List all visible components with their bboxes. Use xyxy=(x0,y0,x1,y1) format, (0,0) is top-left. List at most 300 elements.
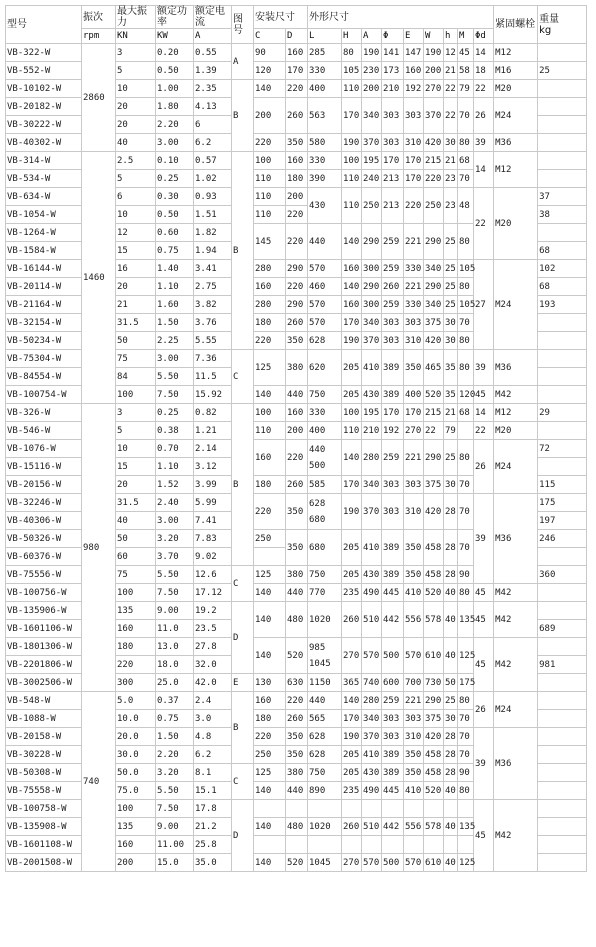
data-cell: 68 xyxy=(538,242,587,260)
data-cell xyxy=(538,386,587,404)
data-cell: 193 xyxy=(538,296,587,314)
data-cell: 45 xyxy=(474,800,494,872)
data-cell: 3.00 xyxy=(156,350,194,368)
data-cell: 520 xyxy=(286,638,308,674)
data-cell xyxy=(538,818,587,836)
data-cell: 260 xyxy=(286,476,308,494)
data-cell: 440 xyxy=(308,692,342,710)
data-cell xyxy=(424,836,444,854)
model-cell: VB-75558-W xyxy=(6,782,82,800)
col-header-current: 额定电流 xyxy=(194,6,232,29)
data-cell: 290 xyxy=(362,224,382,260)
model-cell: VB-552-W xyxy=(6,62,82,80)
spec-table-body xyxy=(6,6,587,872)
data-cell: 310 xyxy=(404,134,424,152)
data-cell: 290 xyxy=(424,440,444,476)
data-cell: 190 xyxy=(342,332,362,350)
data-cell: 22 xyxy=(424,422,444,440)
data-cell: 303 xyxy=(404,98,424,134)
data-cell: 445 xyxy=(382,584,404,602)
unit-dim: A xyxy=(362,29,382,44)
model-cell: VB-32246-W xyxy=(6,494,82,512)
data-cell: 40 xyxy=(444,584,458,602)
data-cell: 17.8 xyxy=(194,800,232,818)
data-cell: 389 xyxy=(382,530,404,566)
data-cell: 147 xyxy=(404,44,424,62)
data-cell: 330 xyxy=(404,296,424,314)
data-cell: 15 xyxy=(116,242,156,260)
weight-unit: kg xyxy=(539,24,552,36)
data-cell: 32.0 xyxy=(194,656,232,674)
data-cell: 250 xyxy=(424,188,444,224)
data-cell: 160 xyxy=(404,62,424,80)
data-cell: 3.41 xyxy=(194,260,232,278)
data-cell: 620 xyxy=(308,350,342,386)
data-cell xyxy=(458,422,474,440)
data-cell: 0.82 xyxy=(194,404,232,422)
data-cell: 5.50 xyxy=(156,368,194,386)
data-cell: 125 xyxy=(458,638,474,674)
data-cell: 220 xyxy=(286,206,308,224)
data-cell: 120 xyxy=(458,386,474,404)
data-cell: 1.80 xyxy=(156,98,194,116)
data-cell: 1020 xyxy=(308,818,342,836)
unit-dim: C xyxy=(254,29,286,44)
data-cell: 350 xyxy=(286,746,308,764)
model-cell: VB-548-W xyxy=(6,692,82,710)
data-cell xyxy=(538,98,587,116)
table-row xyxy=(6,44,587,62)
data-cell: 2.20 xyxy=(156,116,194,134)
data-cell: 7.50 xyxy=(156,800,194,818)
data-cell: 13.0 xyxy=(156,638,194,656)
spec-table xyxy=(5,5,587,872)
data-cell: 17.12 xyxy=(194,584,232,602)
data-cell: M20 xyxy=(494,188,538,260)
data-cell: 28 xyxy=(444,566,458,584)
data-cell: 350 xyxy=(404,764,424,782)
model-cell: VB-10102-W xyxy=(6,80,82,98)
data-cell: 290 xyxy=(286,260,308,278)
data-cell: 1150 xyxy=(308,674,342,692)
data-cell: 70 xyxy=(458,494,474,530)
data-cell: 80 xyxy=(458,782,474,800)
data-cell: M42 xyxy=(494,584,538,602)
data-cell: 285 xyxy=(308,44,342,62)
data-cell: 110 xyxy=(342,170,362,188)
data-cell xyxy=(538,170,587,188)
data-cell: 628 xyxy=(308,728,342,746)
data-cell: 26 xyxy=(474,692,494,728)
data-cell: 10 xyxy=(116,80,156,98)
data-cell: 110 xyxy=(254,206,286,224)
data-cell: 100 xyxy=(342,404,362,422)
data-cell: 3.70 xyxy=(156,548,194,566)
data-cell: 35.0 xyxy=(194,854,232,872)
data-cell: 390 xyxy=(308,170,342,188)
data-cell xyxy=(538,638,587,656)
data-cell xyxy=(362,836,382,854)
model-cell: VB-16144-W xyxy=(6,260,82,278)
data-cell: 28 xyxy=(444,746,458,764)
col-header-freq: 振次 xyxy=(82,6,116,29)
data-cell: 250 xyxy=(254,746,286,764)
model-cell: VB-21164-W xyxy=(6,296,82,314)
data-cell: 20 xyxy=(116,116,156,134)
data-cell: 220 xyxy=(254,332,286,350)
data-cell xyxy=(404,836,424,854)
data-cell: 260 xyxy=(382,278,404,296)
data-cell xyxy=(308,800,342,818)
data-cell: M36 xyxy=(494,134,538,152)
data-cell: 5 xyxy=(116,422,156,440)
data-cell: 2860 xyxy=(82,44,116,152)
data-cell: 80 xyxy=(458,440,474,476)
data-cell: 21 xyxy=(444,404,458,422)
data-cell: 70 xyxy=(458,98,474,134)
data-cell: 30 xyxy=(444,314,458,332)
data-cell: 45 xyxy=(474,584,494,602)
data-cell: 375 xyxy=(424,314,444,332)
model-cell: VB-135906-W xyxy=(6,602,82,620)
data-cell xyxy=(538,368,587,386)
data-cell: 410 xyxy=(362,530,382,566)
data-cell: 135 xyxy=(458,602,474,638)
data-cell: 180 xyxy=(116,638,156,656)
data-cell: 230 xyxy=(362,62,382,80)
unit-dim: H xyxy=(342,29,362,44)
data-cell: 175 xyxy=(458,674,474,692)
data-cell: 610 xyxy=(424,638,444,674)
data-cell: 40 xyxy=(444,782,458,800)
data-cell: 140 xyxy=(342,440,362,476)
data-cell: 6.2 xyxy=(194,134,232,152)
data-cell: 37 xyxy=(538,188,587,206)
data-cell: 1.52 xyxy=(156,476,194,494)
data-cell: 370 xyxy=(362,134,382,152)
data-cell: 350 xyxy=(286,332,308,350)
data-cell: 170 xyxy=(382,152,404,170)
data-cell: 220 xyxy=(286,224,308,260)
data-cell: 303 xyxy=(404,314,424,332)
data-cell: 105 xyxy=(458,260,474,278)
data-cell: 1.50 xyxy=(156,728,194,746)
model-cell: VB-84554-W xyxy=(6,368,82,386)
data-cell: 440 500 xyxy=(308,440,342,476)
data-cell: 190 xyxy=(424,44,444,62)
data-cell: 160 xyxy=(342,260,362,278)
data-cell: 290 xyxy=(424,224,444,260)
data-cell: 30 xyxy=(444,134,458,152)
data-cell: B xyxy=(232,152,254,350)
data-cell: 458 xyxy=(424,566,444,584)
data-cell: 190 xyxy=(342,494,362,530)
data-cell: 259 xyxy=(382,440,404,476)
data-cell: 23.5 xyxy=(194,620,232,638)
data-cell: 200 xyxy=(424,62,444,80)
data-cell: 1.10 xyxy=(156,458,194,476)
data-cell xyxy=(538,764,587,782)
data-cell: 70 xyxy=(458,476,474,494)
data-cell: 50.0 xyxy=(116,764,156,782)
data-cell: 4.8 xyxy=(194,728,232,746)
data-cell: 12.6 xyxy=(194,566,232,584)
data-cell: 500 xyxy=(382,638,404,674)
data-cell xyxy=(538,116,587,134)
data-cell xyxy=(538,152,587,170)
data-cell: 375 xyxy=(424,710,444,728)
data-cell: 10 xyxy=(116,206,156,224)
data-cell: 0.93 xyxy=(194,188,232,206)
data-cell xyxy=(382,836,404,854)
data-cell: M42 xyxy=(494,800,538,872)
data-cell: 1.51 xyxy=(194,206,232,224)
data-cell: 50 xyxy=(444,674,458,692)
data-cell: 70 xyxy=(458,170,474,188)
data-cell: 3.00 xyxy=(156,134,194,152)
data-cell xyxy=(538,782,587,800)
data-cell: 981 xyxy=(538,656,587,674)
data-cell: 200 xyxy=(286,422,308,440)
data-cell: 0.37 xyxy=(156,692,194,710)
data-cell: 20.0 xyxy=(116,728,156,746)
data-cell: 0.20 xyxy=(156,44,194,62)
data-cell: 100 xyxy=(116,584,156,602)
unit-freq: rpm xyxy=(82,29,116,44)
data-cell: 140 xyxy=(254,584,286,602)
data-cell: 260 xyxy=(286,314,308,332)
data-cell: 19.2 xyxy=(194,602,232,620)
data-cell: 173 xyxy=(382,62,404,80)
data-cell: 170 xyxy=(404,404,424,422)
data-cell xyxy=(458,800,474,818)
data-cell: 40 xyxy=(116,512,156,530)
data-cell: 556 xyxy=(404,818,424,836)
data-cell: 430 xyxy=(362,386,382,404)
data-cell: 110 xyxy=(254,422,286,440)
data-cell: 259 xyxy=(382,260,404,278)
unit-power: KW xyxy=(156,29,194,44)
data-cell xyxy=(538,80,587,98)
unit-dim: L xyxy=(308,29,342,44)
data-cell: 370 xyxy=(362,494,382,530)
data-cell: 1.02 xyxy=(194,170,232,188)
data-cell: 141 xyxy=(382,44,404,62)
table-row xyxy=(6,692,587,710)
data-cell: 1.60 xyxy=(156,296,194,314)
data-cell: 70 xyxy=(458,728,474,746)
data-cell: 15.92 xyxy=(194,386,232,404)
data-cell: 389 xyxy=(382,566,404,584)
data-cell: 200 xyxy=(116,854,156,872)
data-cell: 5.50 xyxy=(156,566,194,584)
data-cell: 2.20 xyxy=(156,746,194,764)
data-cell: 389 xyxy=(382,746,404,764)
data-cell: 890 xyxy=(308,782,342,800)
model-cell: VB-20182-W xyxy=(6,98,82,116)
data-cell: C xyxy=(232,566,254,602)
data-cell: 213 xyxy=(382,170,404,188)
data-cell: M36 xyxy=(494,728,538,800)
col-header-install: 安装尺寸 xyxy=(254,6,308,29)
data-cell: 105 xyxy=(342,62,362,80)
data-cell: 48 xyxy=(458,188,474,224)
data-cell: 570 xyxy=(308,314,342,332)
data-cell: 0.50 xyxy=(156,62,194,80)
data-cell: 160 xyxy=(286,44,308,62)
data-cell: 25 xyxy=(444,278,458,296)
data-cell: 303 xyxy=(382,710,404,728)
data-cell: 430 xyxy=(308,188,342,224)
data-cell: 610 xyxy=(424,854,444,872)
col-header-power: 额定功率 xyxy=(156,6,194,29)
data-cell: 180 xyxy=(254,476,286,494)
data-cell: 40 xyxy=(116,134,156,152)
data-cell: 39 xyxy=(474,728,494,800)
data-cell: 389 xyxy=(382,386,404,404)
data-cell: 205 xyxy=(342,350,362,386)
data-cell: 160 xyxy=(116,620,156,638)
data-cell xyxy=(254,836,286,854)
data-cell: 6.2 xyxy=(194,746,232,764)
data-cell: 445 xyxy=(382,782,404,800)
data-cell: 259 xyxy=(382,224,404,260)
data-cell: 7.83 xyxy=(194,530,232,548)
data-cell: 420 xyxy=(424,728,444,746)
data-cell: 0.75 xyxy=(156,242,194,260)
data-cell: 7.50 xyxy=(156,386,194,404)
data-cell xyxy=(538,350,587,368)
model-cell: VB-20158-W xyxy=(6,728,82,746)
col-header-force: 最大振力 xyxy=(116,6,156,29)
data-cell: 11.0 xyxy=(156,620,194,638)
data-cell: 39 xyxy=(474,494,494,584)
model-cell: VB-2201806-W xyxy=(6,656,82,674)
unit-dim: E xyxy=(404,29,424,44)
model-cell: VB-1054-W xyxy=(6,206,82,224)
data-cell: 45 xyxy=(458,44,474,62)
data-cell: 3.20 xyxy=(156,764,194,782)
data-cell: E xyxy=(232,674,254,692)
data-cell: 750 xyxy=(308,386,342,404)
data-cell: 195 xyxy=(362,404,382,422)
data-cell: 3.76 xyxy=(194,314,232,332)
data-cell: 14 xyxy=(474,152,494,188)
data-cell: C xyxy=(232,350,254,404)
data-cell: 303 xyxy=(382,476,404,494)
data-cell: 190 xyxy=(362,44,382,62)
data-cell: 350 xyxy=(404,350,424,386)
data-cell: 8.1 xyxy=(194,764,232,782)
data-cell: M20 xyxy=(494,80,538,98)
model-cell: VB-1801306-W xyxy=(6,638,82,656)
data-cell: 140 xyxy=(254,386,286,404)
model-cell: VB-32154-W xyxy=(6,314,82,332)
data-cell: 45 xyxy=(474,602,494,638)
data-cell: 440 xyxy=(286,386,308,404)
data-cell xyxy=(538,314,587,332)
data-cell: 1045 xyxy=(308,854,342,872)
data-cell: 300 xyxy=(362,260,382,278)
data-cell: 90 xyxy=(254,44,286,62)
data-cell: 303 xyxy=(404,710,424,728)
data-cell: 215 xyxy=(424,404,444,422)
data-cell: M24 xyxy=(494,440,538,494)
data-cell: 1.10 xyxy=(156,278,194,296)
data-cell: 220 xyxy=(254,494,286,530)
data-cell: 31.5 xyxy=(116,494,156,512)
data-cell: 79 xyxy=(458,80,474,98)
model-cell: VB-75556-W xyxy=(6,566,82,584)
data-cell: 2.25 xyxy=(156,332,194,350)
data-cell: 340 xyxy=(424,296,444,314)
data-cell: 3 xyxy=(116,44,156,62)
unit-force: KN xyxy=(116,29,156,44)
data-cell: 2.4 xyxy=(194,692,232,710)
data-cell: 570 xyxy=(404,854,424,872)
data-cell: 190 xyxy=(342,134,362,152)
data-cell: 458 xyxy=(424,764,444,782)
data-cell: 730 xyxy=(424,674,444,692)
data-cell: 160 xyxy=(116,836,156,854)
data-cell: 221 xyxy=(404,440,424,476)
data-cell: 40 xyxy=(444,854,458,872)
data-cell: 160 xyxy=(254,440,286,476)
data-cell: 160 xyxy=(286,404,308,422)
data-cell: 30 xyxy=(444,332,458,350)
data-cell: 1.00 xyxy=(156,80,194,98)
data-cell: 270 xyxy=(342,854,362,872)
data-cell: 100 xyxy=(254,404,286,422)
data-cell: 30 xyxy=(444,710,458,728)
data-cell: 370 xyxy=(424,98,444,134)
data-cell: 680 xyxy=(308,530,342,566)
data-cell: 300 xyxy=(116,674,156,692)
data-cell: 0.38 xyxy=(156,422,194,440)
data-cell xyxy=(254,800,286,818)
data-cell: 15.1 xyxy=(194,782,232,800)
data-cell xyxy=(342,800,362,818)
data-cell: 420 xyxy=(424,134,444,152)
data-cell: 80 xyxy=(458,584,474,602)
model-cell: VB-1601106-W xyxy=(6,620,82,638)
data-cell: 180 xyxy=(254,314,286,332)
data-cell xyxy=(254,548,286,566)
data-cell: 3.20 xyxy=(156,530,194,548)
model-cell: VB-634-W xyxy=(6,188,82,206)
data-cell: 23 xyxy=(444,188,458,224)
data-cell: 14 xyxy=(474,404,494,422)
data-cell: 140 xyxy=(254,80,286,98)
data-cell: 389 xyxy=(382,764,404,782)
data-cell: 389 xyxy=(382,350,404,386)
data-cell: 140 xyxy=(254,818,286,836)
data-cell: 3.99 xyxy=(194,476,232,494)
data-cell: 585 xyxy=(308,476,342,494)
data-cell: 110 xyxy=(254,170,286,188)
data-cell: 340 xyxy=(362,476,382,494)
data-cell: 140 xyxy=(342,692,362,710)
data-cell xyxy=(538,44,587,62)
data-cell: 520 xyxy=(424,386,444,404)
data-cell: 689 xyxy=(538,620,587,638)
data-cell: 135 xyxy=(116,602,156,620)
data-cell: 20 xyxy=(116,278,156,296)
data-cell: M36 xyxy=(494,350,538,386)
data-cell: 220 xyxy=(254,728,286,746)
data-cell: 210 xyxy=(382,80,404,98)
data-cell: 220 xyxy=(286,80,308,98)
